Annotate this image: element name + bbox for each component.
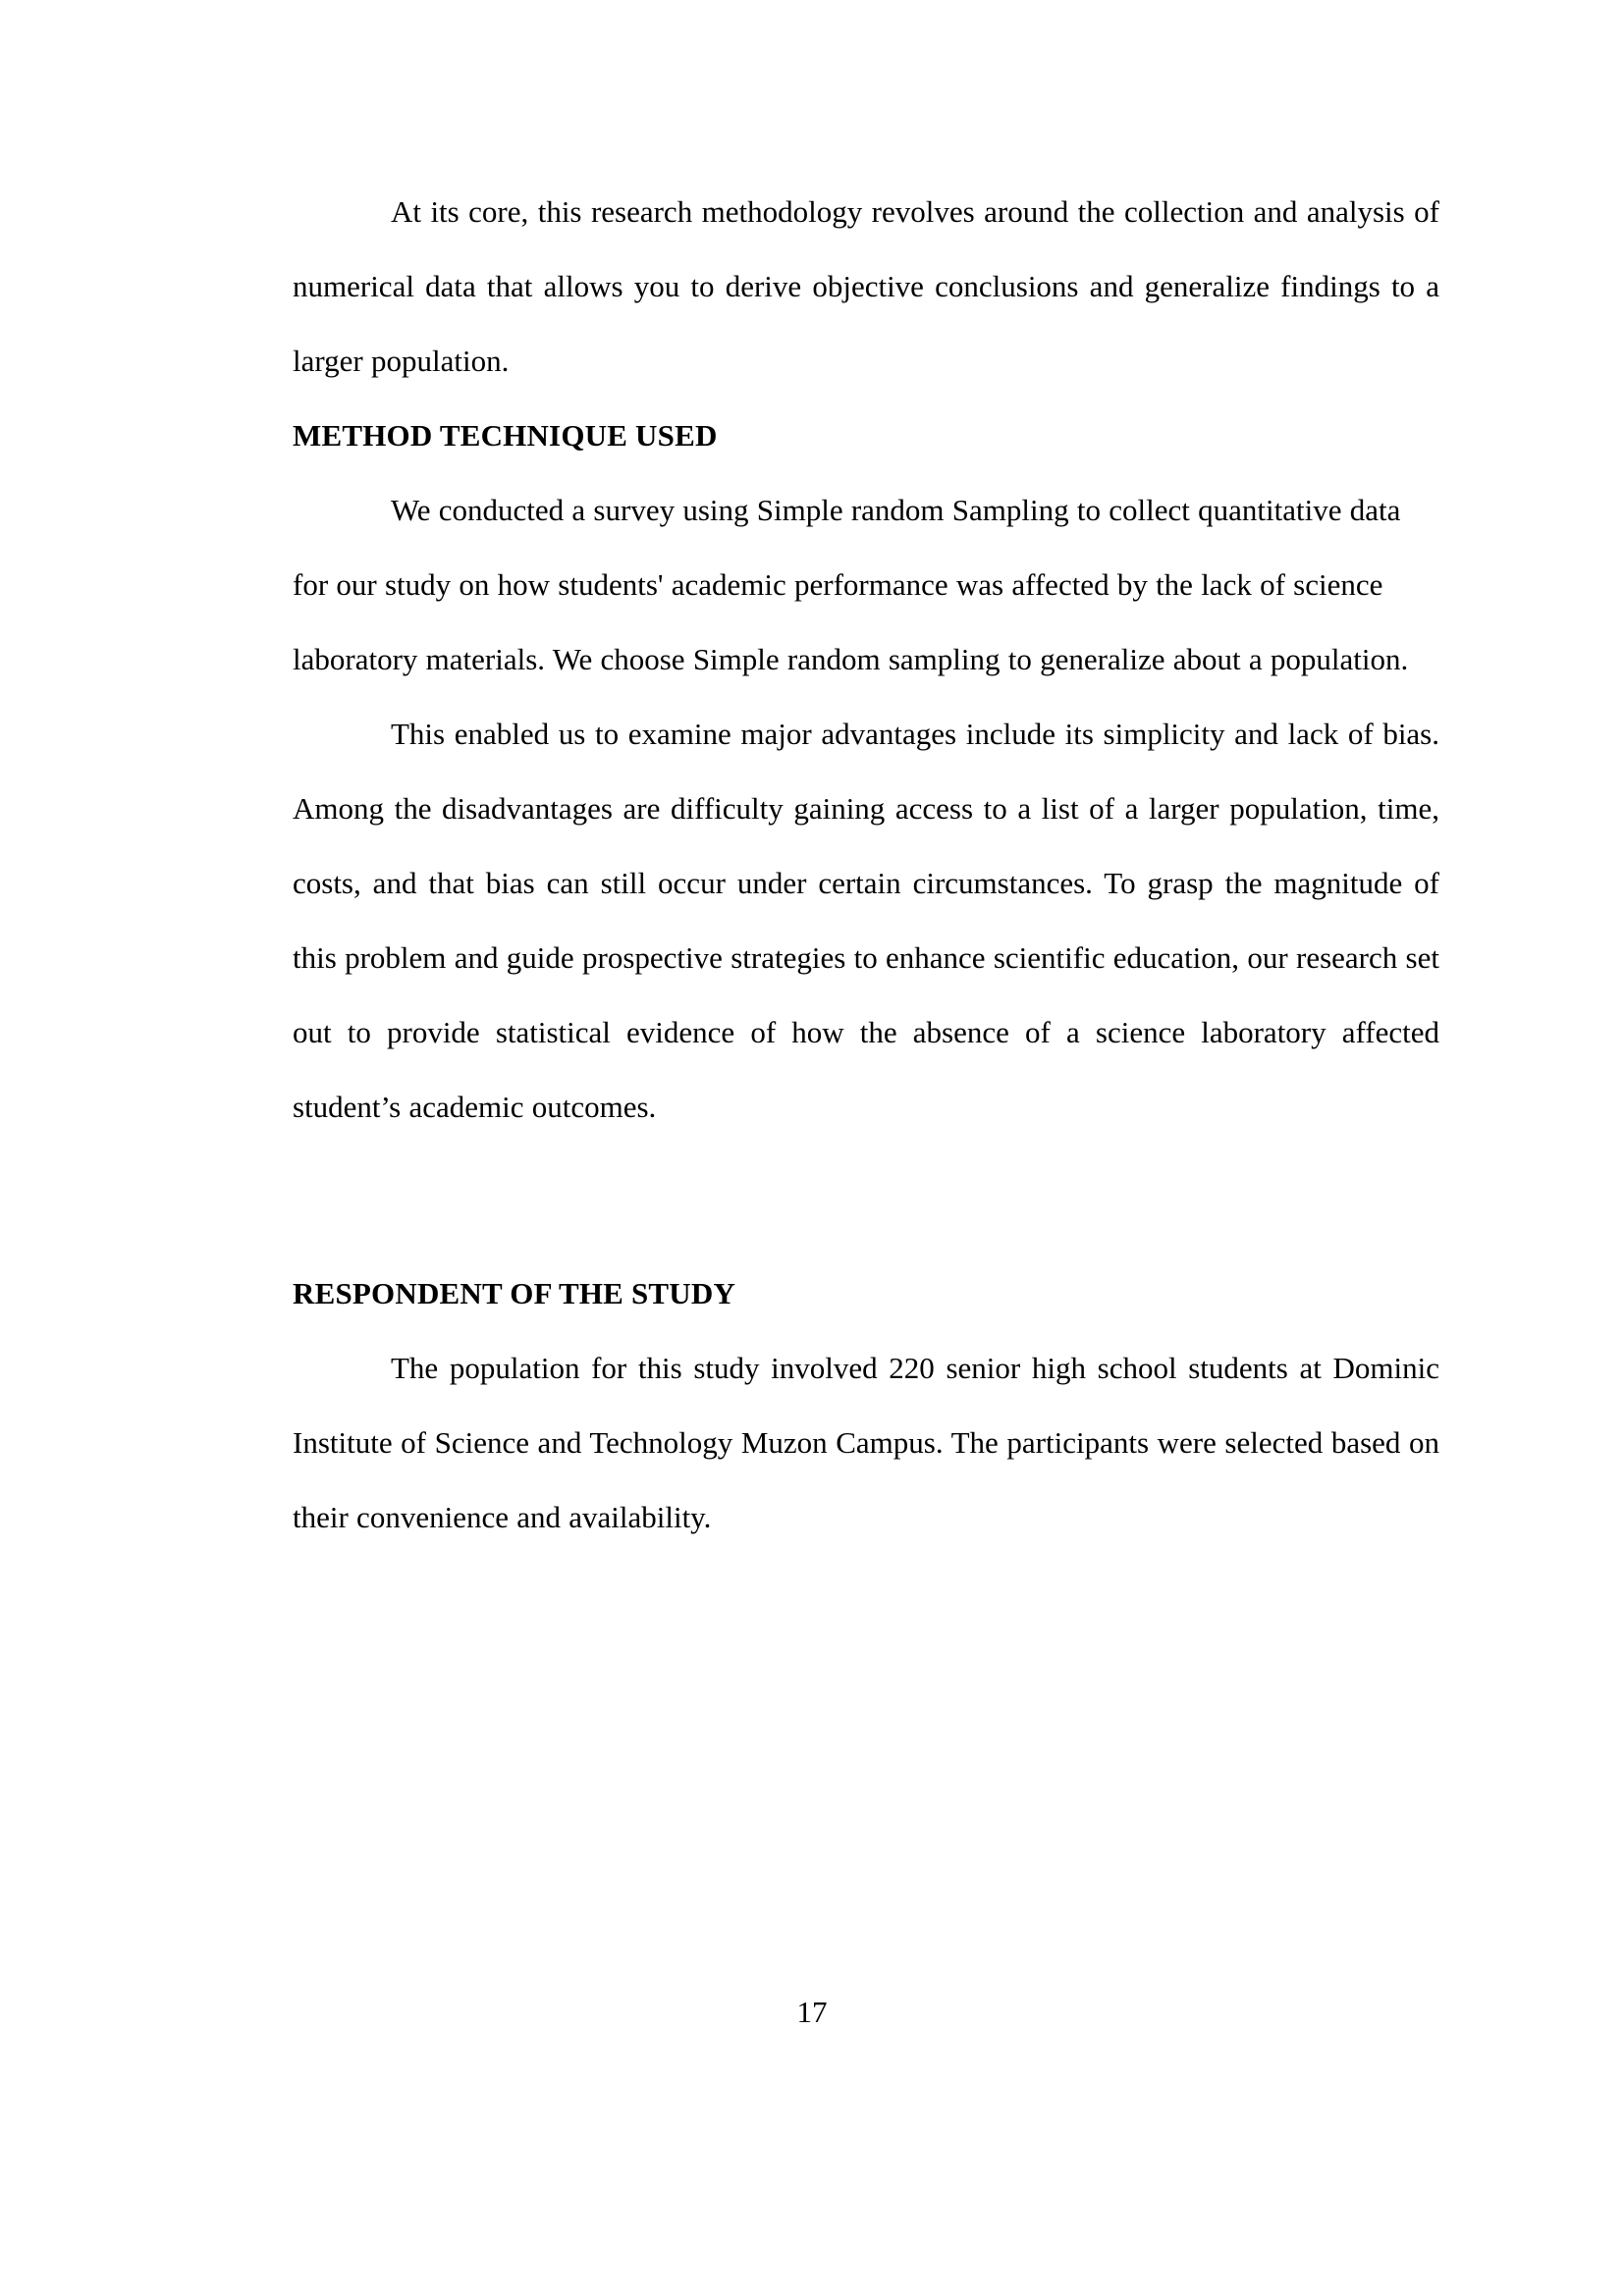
heading-method-technique-used: METHOD TECHNIQUE USED [293,418,718,453]
paragraph-survey-simple-random-sampling: We conducted a survey using Simple random Sampling to collect quantitative data for our study on how students' academic performance was affected by the lack of science laboratory materials. We choose Simple random sampling to generalize about a population. [293,493,1409,676]
section-spacer-secondary [293,1219,1439,1256]
section-spacer [293,1145,1439,1219]
heading-respondent-of-the-study: RESPONDENT OF THE STUDY [293,1276,736,1310]
page-number: 17 [796,1995,828,2029]
paragraph-advantages-disadvantages: This enabled us to examine major advantages include its simplicity and lack of bias. Among the disadvantages are difficulty gaining access to a list of a larger population, time, costs, and that bias can still occur under certain circumstances. To grasp the magnitude of this problem and guide prospective strategies to enhance scientific education, our research set out to provide statistical evidence of how the absence of a science laboratory affected student’s academic outcomes. [293,717,1439,1124]
paragraph-research-methodology-core: At its core, this research methodology revolves around the collection and analysis of numerical data that allows you to derive objective conclusions and generalize findings to a larger population. [293,194,1439,378]
page-content [293,175,1439,1555]
paragraph-population-respondents: The population for this study involved 220 senior high school students at Dominic Institute of Science and Technology Muzon Campus. The participants were selected based on their convenience and availability. [293,1351,1439,1534]
